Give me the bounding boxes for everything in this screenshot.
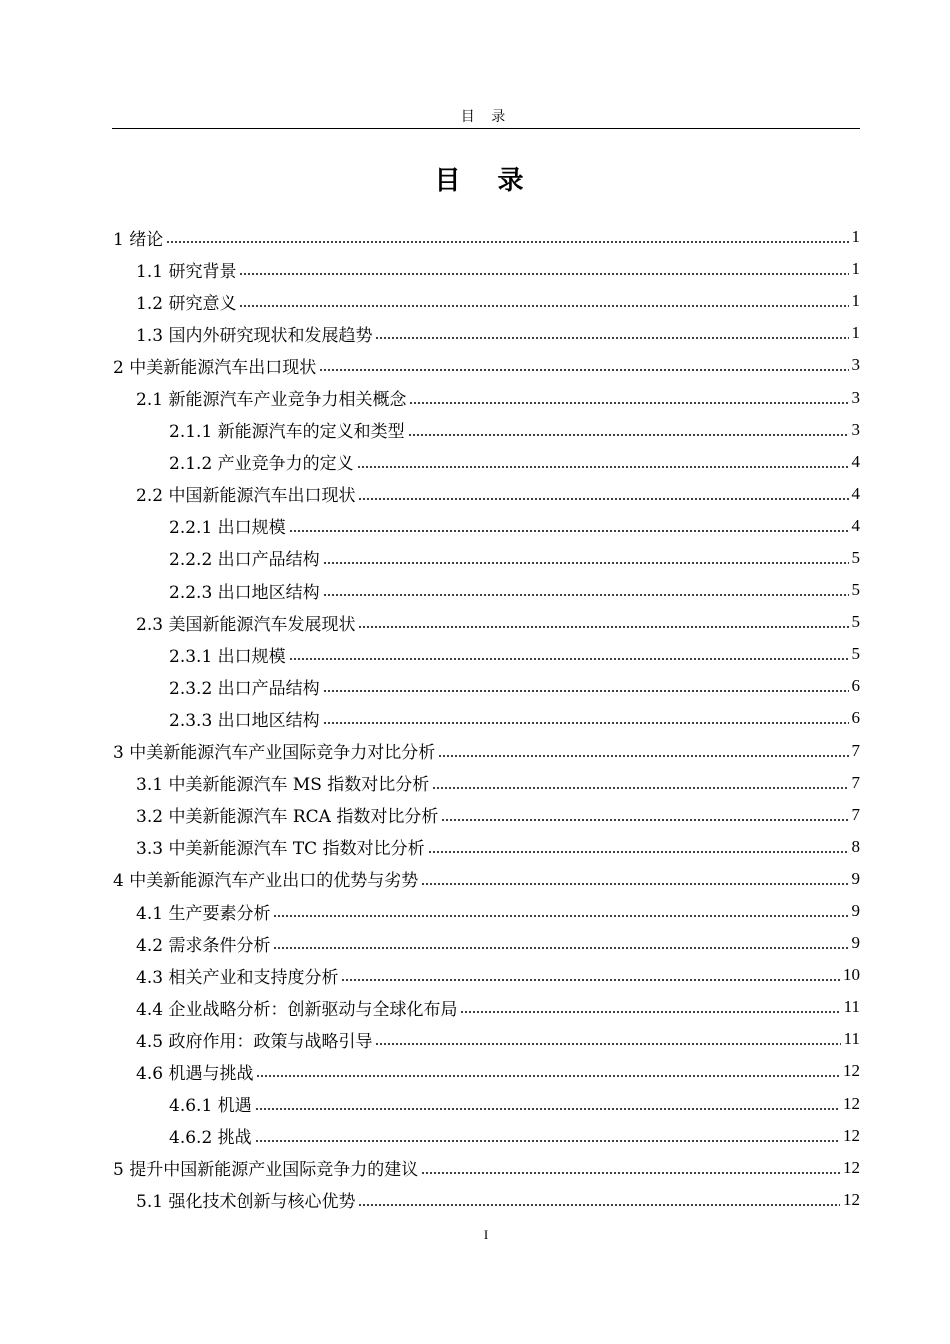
toc-entry-page: 1 — [851, 323, 860, 343]
dot-leader — [319, 369, 848, 371]
toc-entry-page: 9 — [851, 868, 860, 888]
dot-leader — [273, 915, 848, 917]
toc-entry-label: 4 中美新能源汽车产业出口的优势与劣势 — [113, 871, 419, 892]
toc-entry-label: 2.3 美国新能源汽车发展现状 — [136, 614, 356, 635]
toc-entry[interactable] — [113, 799, 860, 831]
toc-entry-page: 4 — [851, 451, 860, 471]
dot-leader — [289, 658, 849, 660]
toc-entry-label: 1 绪论 — [113, 229, 164, 250]
toc-entry[interactable] — [113, 670, 860, 702]
toc-entry[interactable] — [113, 735, 860, 767]
toc-entry-label: 4.5 政府作用：政策与战略引导 — [136, 1031, 373, 1052]
dot-leader — [421, 883, 848, 885]
dot-leader — [256, 1075, 840, 1077]
toc-entry-label: 5 提升中国新能源产业国际竞争力的建议 — [113, 1160, 419, 1181]
toc-entry-label: 2.2.2 出口产品结构 — [169, 550, 320, 571]
toc-entry-page: 6 — [851, 676, 860, 696]
dot-leader — [239, 273, 848, 275]
toc-entry-label: 4.3 相关产业和支持度分析 — [136, 967, 339, 988]
toc-entry[interactable] — [113, 991, 860, 1023]
dot-leader — [408, 434, 849, 436]
toc-entry[interactable] — [113, 221, 860, 253]
toc-entry[interactable] — [113, 606, 860, 638]
toc-entry-page: 1 — [851, 227, 860, 247]
dot-leader — [460, 1011, 840, 1013]
dot-leader — [375, 337, 848, 339]
toc-entry-label: 2.2 中国新能源汽车出口现状 — [136, 486, 356, 507]
toc-entry[interactable] — [113, 1184, 860, 1216]
toc-entry[interactable] — [113, 317, 860, 349]
toc-entry-page: 3 — [851, 419, 860, 439]
toc-entry-label: 4.1 生产要素分析 — [136, 903, 271, 924]
dot-leader — [289, 530, 849, 532]
toc-entry-label: 4.6.2 挑战 — [169, 1128, 252, 1149]
toc-entry-page: 5 — [851, 580, 860, 600]
header-rule — [112, 128, 860, 129]
toc-entry-page: 11 — [843, 997, 860, 1017]
dot-leader — [323, 562, 849, 564]
toc-entry-label: 2.1.2 产业竞争力的定义 — [169, 454, 354, 475]
toc-entry-page: 7 — [851, 804, 860, 824]
toc-entry[interactable] — [113, 638, 860, 670]
toc-entry-page: 5 — [851, 612, 860, 632]
toc-entry[interactable] — [113, 574, 860, 606]
toc-entry-page: 11 — [843, 1029, 860, 1049]
toc-entry[interactable] — [113, 895, 860, 927]
dot-leader — [323, 594, 849, 596]
dot-leader — [239, 305, 848, 307]
dot-leader — [255, 1140, 840, 1142]
toc-entry-page: 4 — [851, 483, 860, 503]
toc-entry-page: 1 — [851, 291, 860, 311]
toc-entry-label: 1.3 国内外研究现状和发展趋势 — [136, 325, 373, 346]
page-title: 目 录 — [434, 166, 538, 196]
toc-entry-label: 4.4 企业战略分析：创新驱动与全球化布局 — [136, 999, 458, 1020]
dot-leader — [421, 1172, 840, 1174]
toc-entry-page: 8 — [851, 836, 860, 856]
toc-entry[interactable] — [113, 349, 860, 381]
toc-entry-page: 3 — [851, 387, 860, 407]
toc-entry-page: 10 — [843, 965, 860, 985]
toc-entry-page: 4 — [851, 515, 860, 535]
table-of-contents — [113, 221, 860, 1216]
running-header: 目 录 — [460, 109, 512, 125]
toc-entry-label: 3 中美新能源汽车产业国际竞争力对比分析 — [113, 743, 436, 764]
toc-entry-label: 3.1 中美新能源汽车 MS 指数对比分析 — [136, 775, 430, 796]
toc-entry[interactable] — [113, 831, 860, 863]
dot-leader — [358, 498, 848, 500]
toc-entry[interactable] — [113, 959, 860, 991]
toc-entry-page: 5 — [851, 547, 860, 567]
page-number: I — [483, 1227, 489, 1242]
toc-entry-label: 2.2.1 出口规模 — [169, 518, 286, 539]
toc-entry-page: 5 — [851, 644, 860, 664]
toc-entry-page: 3 — [851, 355, 860, 375]
toc-entry-label: 1.1 研究背景 — [136, 261, 237, 282]
toc-entry[interactable] — [113, 767, 860, 799]
toc-entry-label: 1.2 研究意义 — [136, 293, 237, 314]
dot-leader — [341, 979, 840, 981]
toc-entry[interactable] — [113, 381, 860, 413]
dot-leader — [409, 402, 848, 404]
toc-entry-label: 2.3.2 出口产品结构 — [169, 678, 320, 699]
toc-entry-page: 1 — [851, 259, 860, 279]
dot-leader — [323, 722, 849, 724]
dot-leader — [432, 787, 848, 789]
dot-leader — [357, 466, 849, 468]
toc-entry[interactable] — [113, 1152, 860, 1184]
dot-leader — [255, 1108, 840, 1110]
toc-entry[interactable] — [113, 446, 860, 478]
toc-entry-page: 7 — [851, 740, 860, 760]
toc-entry-page: 6 — [851, 708, 860, 728]
toc-entry-label: 2.2.3 出口地区结构 — [169, 582, 320, 603]
toc-entry-page: 12 — [843, 1189, 860, 1209]
dot-leader — [428, 851, 849, 853]
dot-leader — [438, 755, 848, 757]
dot-leader — [273, 947, 848, 949]
toc-entry[interactable] — [113, 927, 860, 959]
toc-entry-label: 4.2 需求条件分析 — [136, 935, 271, 956]
dot-leader — [358, 626, 848, 628]
toc-entry[interactable] — [113, 1120, 860, 1152]
toc-entry-page: 12 — [843, 1093, 860, 1113]
toc-entry[interactable] — [113, 414, 860, 446]
toc-entry-page: 9 — [851, 901, 860, 921]
dot-leader — [358, 1204, 840, 1206]
toc-entry[interactable] — [113, 863, 860, 895]
dot-leader — [323, 690, 849, 692]
toc-entry[interactable] — [113, 542, 860, 574]
toc-entry-label: 4.6.1 机遇 — [169, 1096, 252, 1117]
toc-entry[interactable] — [113, 1023, 860, 1055]
toc-entry-page: 12 — [843, 1125, 860, 1145]
toc-entry[interactable] — [113, 510, 860, 542]
toc-entry-page: 9 — [851, 933, 860, 953]
toc-entry-page: 12 — [843, 1157, 860, 1177]
toc-entry-page: 12 — [843, 1061, 860, 1081]
toc-entry[interactable] — [113, 253, 860, 285]
toc-entry-label: 3.3 中美新能源汽车 TC 指数对比分析 — [136, 839, 425, 860]
toc-entry-label: 2.3.3 出口地区结构 — [169, 710, 320, 731]
toc-entry[interactable] — [113, 478, 860, 510]
dot-leader — [375, 1043, 840, 1045]
toc-entry[interactable] — [113, 285, 860, 317]
toc-entry-label: 4.6 机遇与挑战 — [136, 1063, 254, 1084]
toc-entry-label: 2.1.1 新能源汽车的定义和类型 — [169, 422, 405, 443]
dot-leader — [166, 241, 848, 243]
toc-entry-page: 7 — [851, 772, 860, 792]
toc-entry[interactable] — [113, 702, 860, 734]
toc-entry-label: 5.1 强化技术创新与核心优势 — [136, 1192, 356, 1213]
dot-leader — [441, 819, 848, 821]
toc-entry[interactable] — [113, 1055, 860, 1087]
toc-entry-label: 2.3.1 出口规模 — [169, 646, 286, 667]
toc-entry-label: 2 中美新能源汽车出口现状 — [113, 357, 317, 378]
toc-entry[interactable] — [113, 1088, 860, 1120]
toc-entry-label: 2.1 新能源汽车产业竞争力相关概念 — [136, 390, 407, 411]
toc-entry-label: 3.2 中美新能源汽车 RCA 指数对比分析 — [136, 807, 439, 828]
